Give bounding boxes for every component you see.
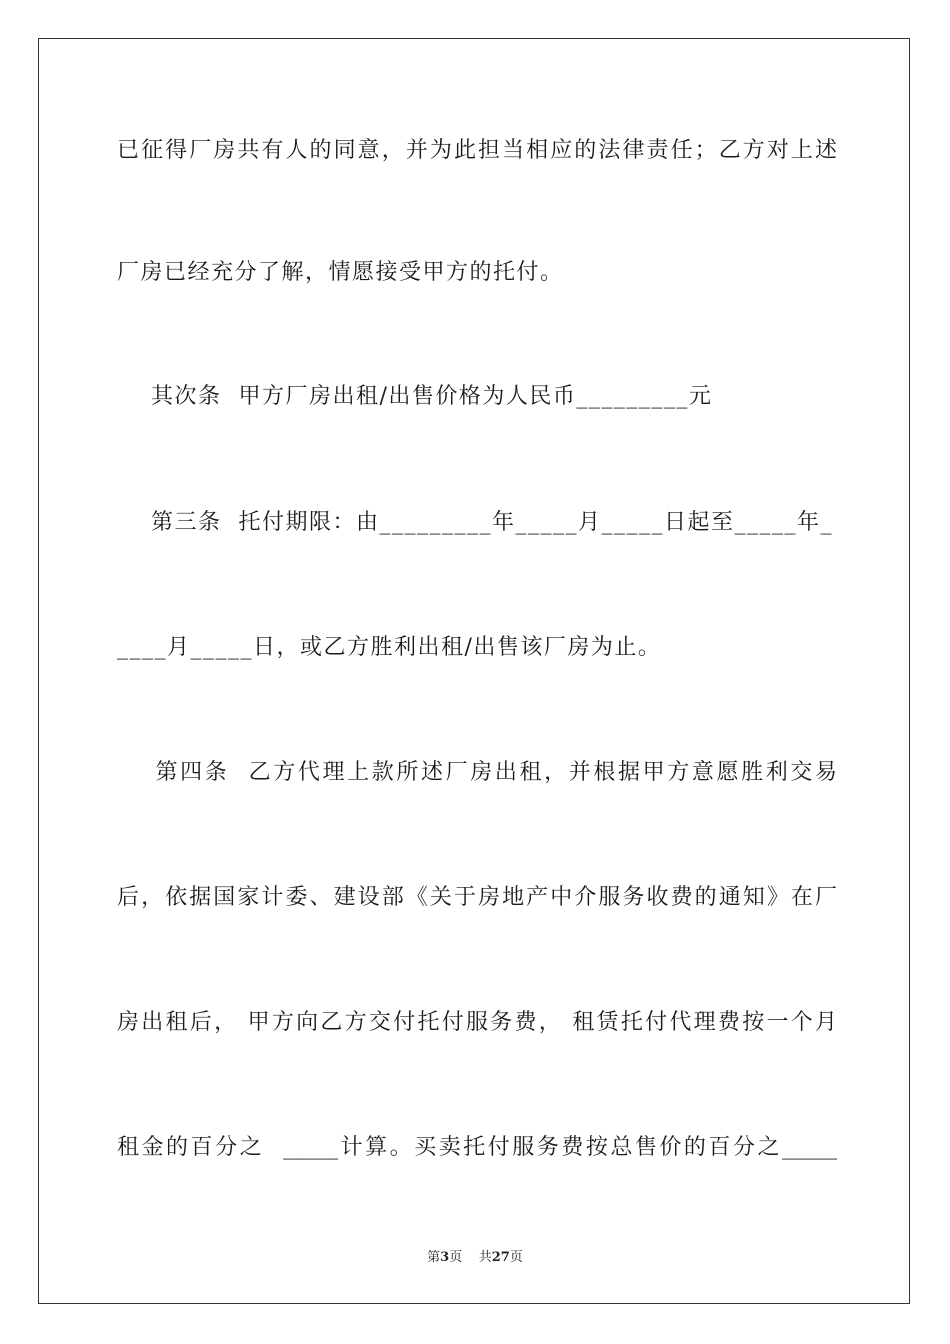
- page-border: [38, 38, 910, 1304]
- text-line-8: 房出租后， 甲方向乙方交付托付服务费， 租赁托付代理费按一个月: [117, 1010, 837, 1035]
- footer-page-prefix: 第: [427, 1250, 441, 1265]
- text-line-1: 已征得厂房共有人的同意，并为此担当相应的法律责任；乙方对上述: [117, 138, 837, 163]
- text-line-4: 第三条 托付期限：由_________年_____月_____日起至_____年_: [117, 510, 833, 535]
- footer-total-suffix: 页: [509, 1250, 523, 1265]
- footer-page-number: 3: [440, 1250, 450, 1265]
- footer-total-prefix: 共: [478, 1250, 492, 1265]
- text-line-3: 其次条 甲方厂房出租/出售价格为人民币_________元: [117, 384, 713, 409]
- text-line-6: 第四条 乙方代理上款所述厂房出租，并根据甲方意愿胜利交易: [117, 760, 837, 785]
- footer-page-suffix: 页: [449, 1250, 463, 1265]
- page-footer: [0, 1246, 950, 1265]
- text-line-7: 后，依据国家计委、建设部《关于房地产中介服务收费的通知》在厂: [117, 885, 837, 910]
- text-line-9: 租金的百分之 _____计算。买卖托付服务费按总售价的百分之_____: [117, 1135, 837, 1160]
- text-line-5: ____月_____日，或乙方胜利出租/出售该厂房为止。: [117, 635, 662, 660]
- footer-total-pages: 27: [491, 1250, 510, 1265]
- text-line-2: 厂房已经充分了解，情愿接受甲方的托付。: [117, 260, 564, 285]
